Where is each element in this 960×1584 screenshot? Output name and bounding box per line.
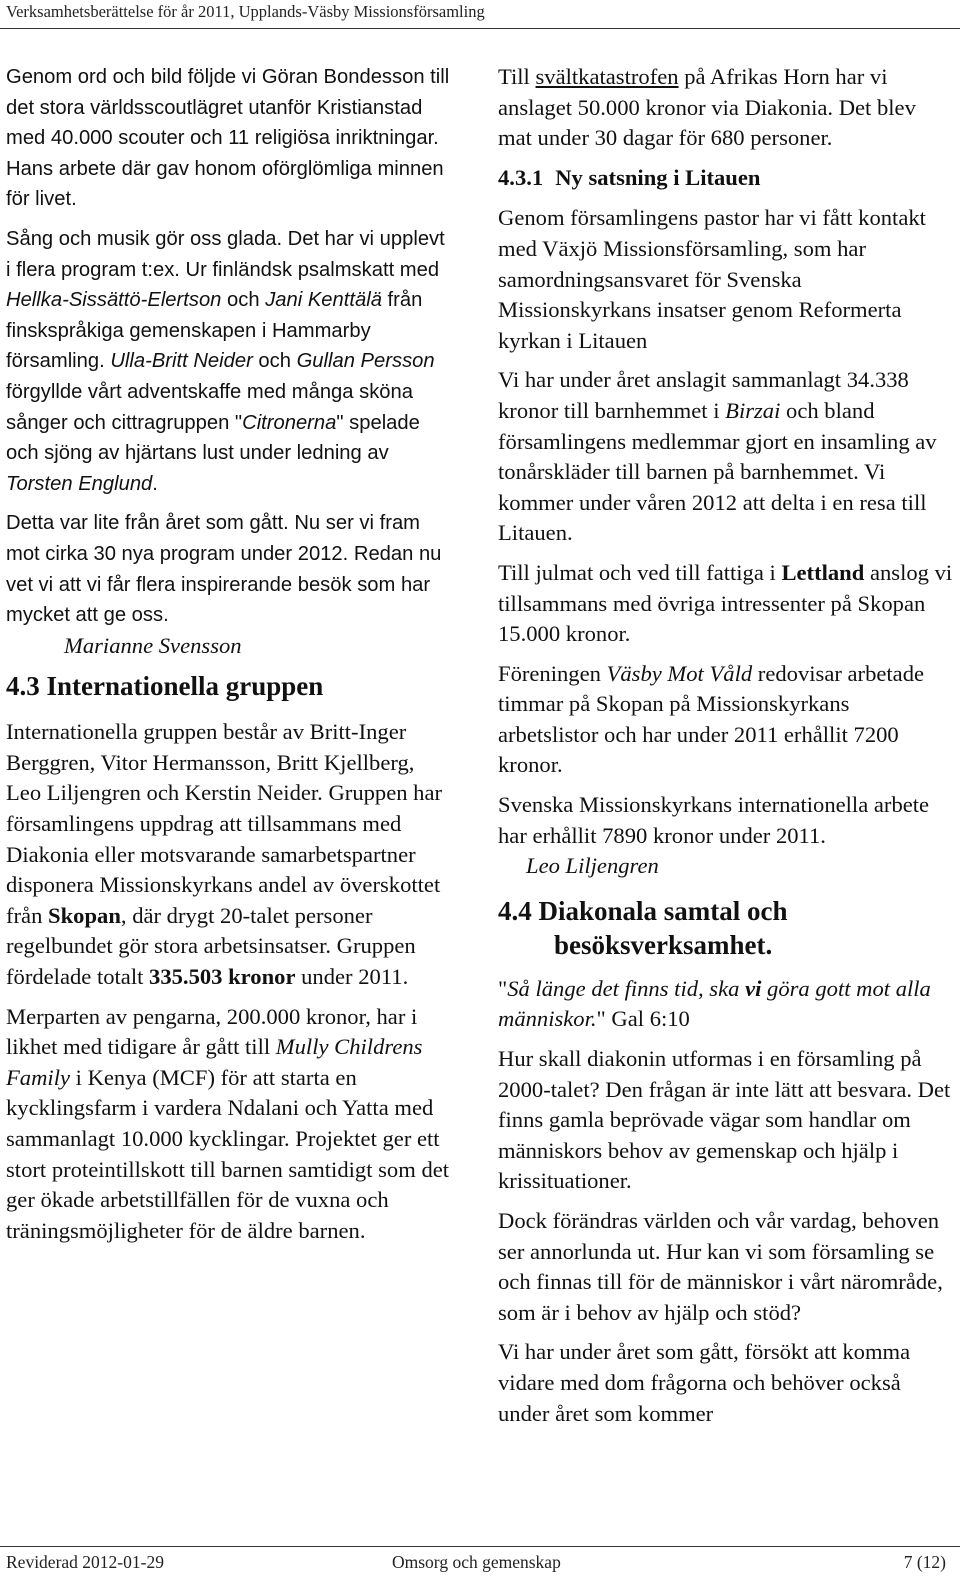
- section-heading-4-4: 4.4 Diakonala samtal och besöksverksamhet.: [498, 895, 788, 960]
- footer-section-title: Omsorg och gemenskap: [392, 1552, 561, 1572]
- paragraph-vasby-mot-vald: Föreningen Väsby Mot Våld redovisar arbetade timmar på Skopan på Missionskyrkans arbetslistor och har under 2011 erhållit 7200 kronor.: [498, 660, 925, 778]
- bible-quote: "Så länge det finns tid, ska vi göra gott mot alla människor." Gal 6:10: [498, 975, 931, 1032]
- paragraph-lithuania-contact: Genom församlingens pastor har vi fått kontakt med Växjö Missionsförsamling, som har samordningsansvaret för Svenska Missionskyrkans insatser genom Reformerta kyrkan i Litauen: [498, 205, 926, 353]
- paragraph-birzai: Vi har under året anslagit sammanlagt 34.338 kronor till barnhemmet i Birzai och bland församlingens medlemmar gjort en insamling av tonårskläder till barnen på barnhemmet. Vi kommer under våren 2012 att delta i en resa till Litauen.: [498, 367, 937, 546]
- running-header: Verksamhetsberättelse för år 2011, Upplands-Väsby Missionsförsamling: [6, 2, 485, 21]
- right-column: [498, 62, 954, 1438]
- footer-divider: [0, 1546, 960, 1547]
- header-divider: [0, 28, 960, 29]
- left-column: [6, 62, 454, 1255]
- paragraph-intl-group: Internationella gruppen består av Britt-Inger Berggren, Vitor Hermansson, Britt Kjellberg, Leo Liljengren och Kerstin Neider. Gruppen har församlingens uppdrag att tillsammans med Diakonia eller motsvarande samarbetspartner disponera Missionskyrkans andel av överskottet från Skopan, där drygt 20-talet personer regelbundet gör stora arbetsinsatser. Gruppen fördelade totalt 335.503 kronor under 2011.: [6, 719, 443, 990]
- paragraph-latvia: Till julmat och ved till fattiga i Lettland anslog vi tillsammans med övriga intressenter på Skopan 15.000 kronor.: [498, 559, 953, 647]
- paragraph-diakonin: Hur skall diakonin utformas i en församling på 2000-talet? Den frågan är inte lätt att besvara. Det finns gamla beprövade vägar som handlar om människors behov av gemenskap och hjälp i krissituationer.: [498, 1046, 951, 1194]
- underlined-term: svältkatastrofen: [535, 64, 679, 89]
- section-heading-4-3: 4.3 Internationella gruppen: [6, 671, 324, 702]
- name-italic: Hellka-Sissättö-Elertson: [6, 289, 222, 312]
- footer-revised-date: Reviderad 2012-01-29: [6, 1552, 164, 1572]
- section-heading-4-3-1: 4.3.1 Ny satsning i Litauen: [498, 164, 761, 190]
- name-italic: Mully Childrens Family: [6, 1034, 423, 1090]
- signature-leo: Leo Liljengren: [526, 853, 659, 879]
- paragraph-music-programs: Sång och musik gör oss glada. Det har vi upplevt i flera program t:ex. Ur finländsk psalmskatt med Hellka-Sissättö-Elertson och Jani Kenttälä från finskspråkiga gemenskapen i Hammarby församling. Ulla-Britt Neider och Gullan Persson förgyllde vårt adventskaffe med många sköna sånger och cittragruppen "Citronerna" spelade och sjöng av hjärtans lust under ledning av Torsten Englund.: [6, 227, 445, 495]
- name-italic: Torsten Englund: [6, 472, 153, 495]
- paragraph-famine: Till svältkatastrofen på Afrikas Horn har vi anslaget 50.000 kronor via Diakonia. Det blev mat under 30 dagar för 680 personer.: [498, 64, 916, 151]
- paragraph-svenska-missionskyrkan: Svenska Missionskyrkans internationella arbete har erhållit 7890 kronor under 2011.: [498, 792, 930, 848]
- name-italic: Jani Kenttälä: [265, 289, 382, 312]
- footer-page-number: 7 (12): [903, 1552, 946, 1572]
- paragraph-moving-forward: Vi har under året som gått, försökt att komma vidare med dom frågorna och behöver också under året som kommer: [498, 1339, 911, 1426]
- name-italic: Citronerna: [242, 411, 337, 434]
- signature-marianne: Marianne Svensson: [64, 632, 242, 658]
- paragraph-year-summary: Detta var lite från året som gått. Nu ser vi fram mot cirka 30 nya program under 2012. Redan nu vet vi att vi får flera inspirerande besök som har mycket att ge oss.: [6, 512, 442, 627]
- paragraph-scout-camp: Genom ord och bild följde vi Göran Bondesson till det stora världsscoutlägret utanför Kristianstad med 40.000 scouter och 11 religiösa inriktningar. Hans arbete där gav honom oförglömliga minnen för livet.: [6, 66, 450, 211]
- name-italic: Ulla-Britt Neider: [110, 350, 253, 373]
- paragraph-world-changes: Dock förändras världen och vår vardag, behoven ser annorlunda ut. Hur kan vi som församling se och finnas till för de människor i vårt närområde, som är i behov av hjälp och stöd?: [498, 1208, 943, 1325]
- name-italic: Gullan Persson: [296, 350, 435, 373]
- paragraph-mully: Merparten av pengarna, 200.000 kronor, har i likhet med tidigare år gått till Mully Childrens Family i Kenya (MCF) för att starta en kycklingsfarm i vardera Ndalani och Yatta med sammanlagt 10.000 kycklingar. Projektet ger ett stort proteintillskott till barnen samtidigt som det ger ökade arbetstillfällen för de vuxna och träningsmöjligheter för de äldre barnen.: [6, 1003, 450, 1243]
